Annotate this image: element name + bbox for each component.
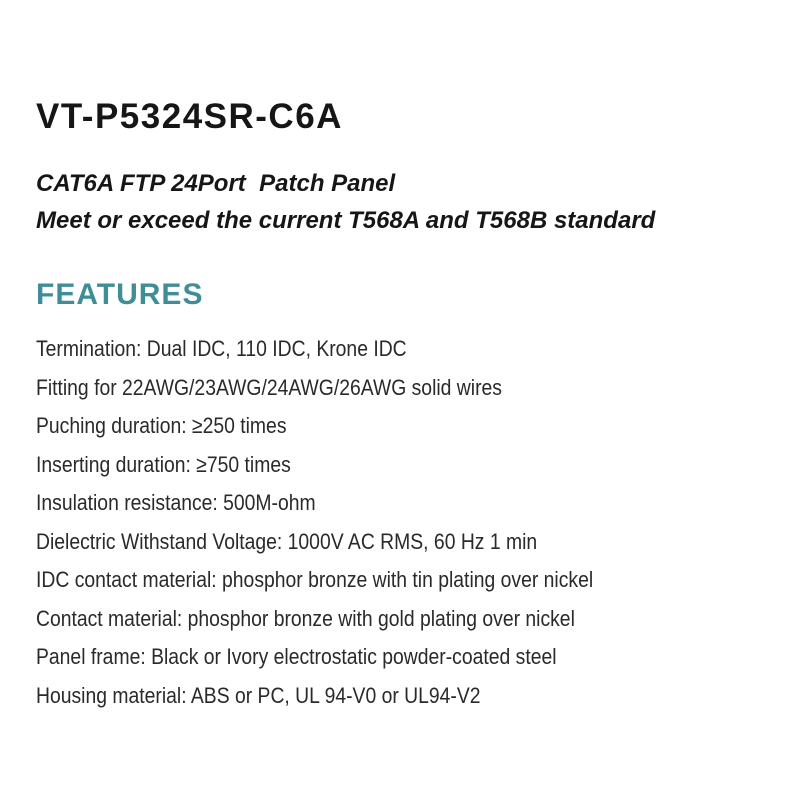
product-model-title: VT-P5324SR-C6A xyxy=(36,97,343,136)
feature-item: IDC contact material: phosphor bronze with tin plating over nickel xyxy=(36,567,594,592)
feature-item: Fitting for 22AWG/23AWG/24AWG/26AWG solid wires xyxy=(36,374,502,400)
feature-item: Dielectric Withstand Voltage: 1000V AC RMS, 60 Hz 1 min xyxy=(36,528,538,554)
feature-item: Puching duration: ≥250 times xyxy=(36,413,287,438)
spec-sheet xyxy=(36,0,786,800)
feature-item: Panel frame: Black or Ivory electrostatic powder-coated steel xyxy=(36,644,557,669)
feature-item: Termination: Dual IDC, 110 IDC, Krone IDC xyxy=(36,336,407,361)
feature-list xyxy=(36,330,684,715)
product-subtitle-line1: CAT6A FTP 24Port Patch Panel xyxy=(36,170,396,197)
product-subtitle-line2: Meet or exceed the current T568A and T568B standard xyxy=(36,207,656,234)
feature-item: Contact material: phosphor bronze with gold plating over nickel xyxy=(36,605,575,631)
feature-item: Housing material: ABS or PC, UL 94-V0 or UL94-V2 xyxy=(36,682,481,708)
feature-item: Insulation resistance: 500M-ohm xyxy=(36,490,316,515)
feature-item: Inserting duration: ≥750 times xyxy=(36,451,291,477)
features-heading: FEATURES xyxy=(36,278,204,311)
